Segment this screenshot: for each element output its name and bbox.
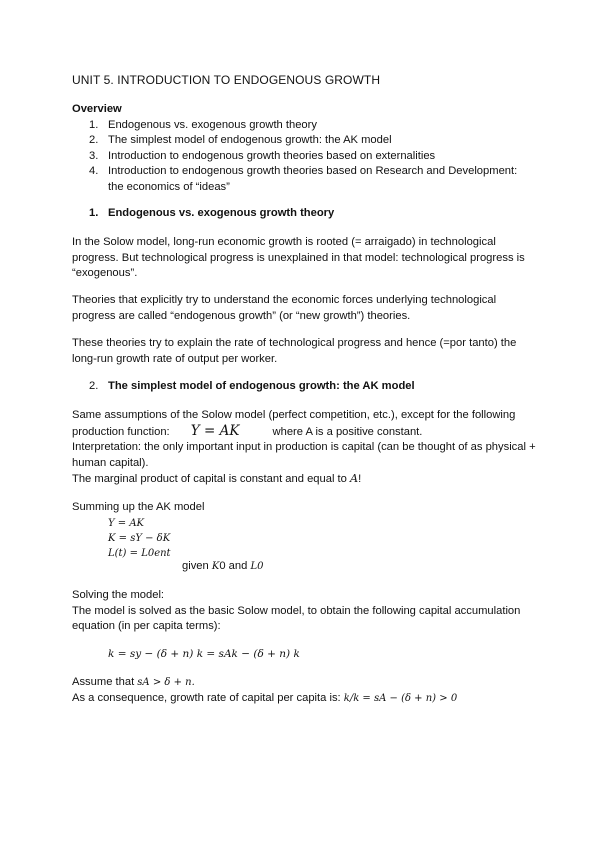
assumptions-line: Same assumptions of the Solow model (perfect competition, etc.), except for the following: [72, 409, 516, 421]
section-2-paragraph-1: [72, 408, 542, 488]
solving-block: [72, 588, 537, 635]
section-1-paragraph-2: Theories that explicitly try to understand the economic forces underlying technological progress are called “endogenous growth” (or “new growth”) theories.: [72, 294, 497, 322]
equation-labor: L(t) = L0ent: [108, 548, 171, 559]
overview-section: [72, 102, 532, 195]
assumption-line: Assume that sA > δ + n.: [72, 676, 195, 688]
section-1-paragraph-1: In the Solow model, long-run economic growth is rooted (= arraigado) in technological progress. But technological progress is unexplained in that model: technological progress is “exogenous”.: [72, 236, 525, 279]
equation-output: Y = AK: [108, 518, 145, 529]
list-item: 4. Introduction to endogenous growth theories based on Research and Development: the economics of “ideas”: [89, 165, 518, 193]
given-conditions: given K0 and L0: [182, 560, 264, 572]
production-function-formula: Y = AK: [190, 422, 240, 439]
overview-heading: Overview: [72, 103, 122, 115]
model-equations: [108, 516, 171, 561]
summing-heading: Summing up the AK model: [72, 501, 205, 513]
section-1-heading: 1. Endogenous vs. exogenous growth theory: [89, 207, 335, 219]
solving-heading: Solving the model:: [72, 589, 165, 601]
list-item: 2. The simplest model of endogenous growth: the AK model: [89, 134, 392, 146]
solving-text: The model is solved as the basic Solow model, to obtain the following capital accumulation equation (in per capita terms):: [72, 604, 521, 632]
list-item: 1. Endogenous vs. exogenous growth theory: [89, 118, 317, 131]
consequence-line: As a consequence, growth rate of capital per capita is: k/k = sA − (δ + n) > 0: [72, 692, 458, 704]
section-2-heading: 2. The simplest model of endogenous growth: the AK model: [89, 380, 415, 392]
interpretation-text: Interpretation: the only important input in production is capital (can be thought of as physical + human capital).: [72, 441, 536, 469]
list-item: 3. Introduction to endogenous growth theories based on externalities: [89, 149, 436, 162]
page-title: UNIT 5. INTRODUCTION TO ENDOGENOUS GROWTH: [72, 73, 381, 87]
section-1-paragraph-3: These theories try to explain the rate of technological progress and hence (=por tanto) the long-run growth rate of output per worker.: [72, 337, 517, 365]
production-function-line: production function: Y = AK where A is a positive constant.: [72, 422, 423, 439]
equation-capital: K = sY − δK: [108, 533, 171, 544]
marginal-product-text: The marginal product of capital is constant and equal to A!: [72, 472, 362, 485]
capital-accumulation-equation: k = sy − (δ + n) k = sAk − (δ + n) k: [108, 648, 300, 660]
overview-list: [72, 118, 532, 196]
